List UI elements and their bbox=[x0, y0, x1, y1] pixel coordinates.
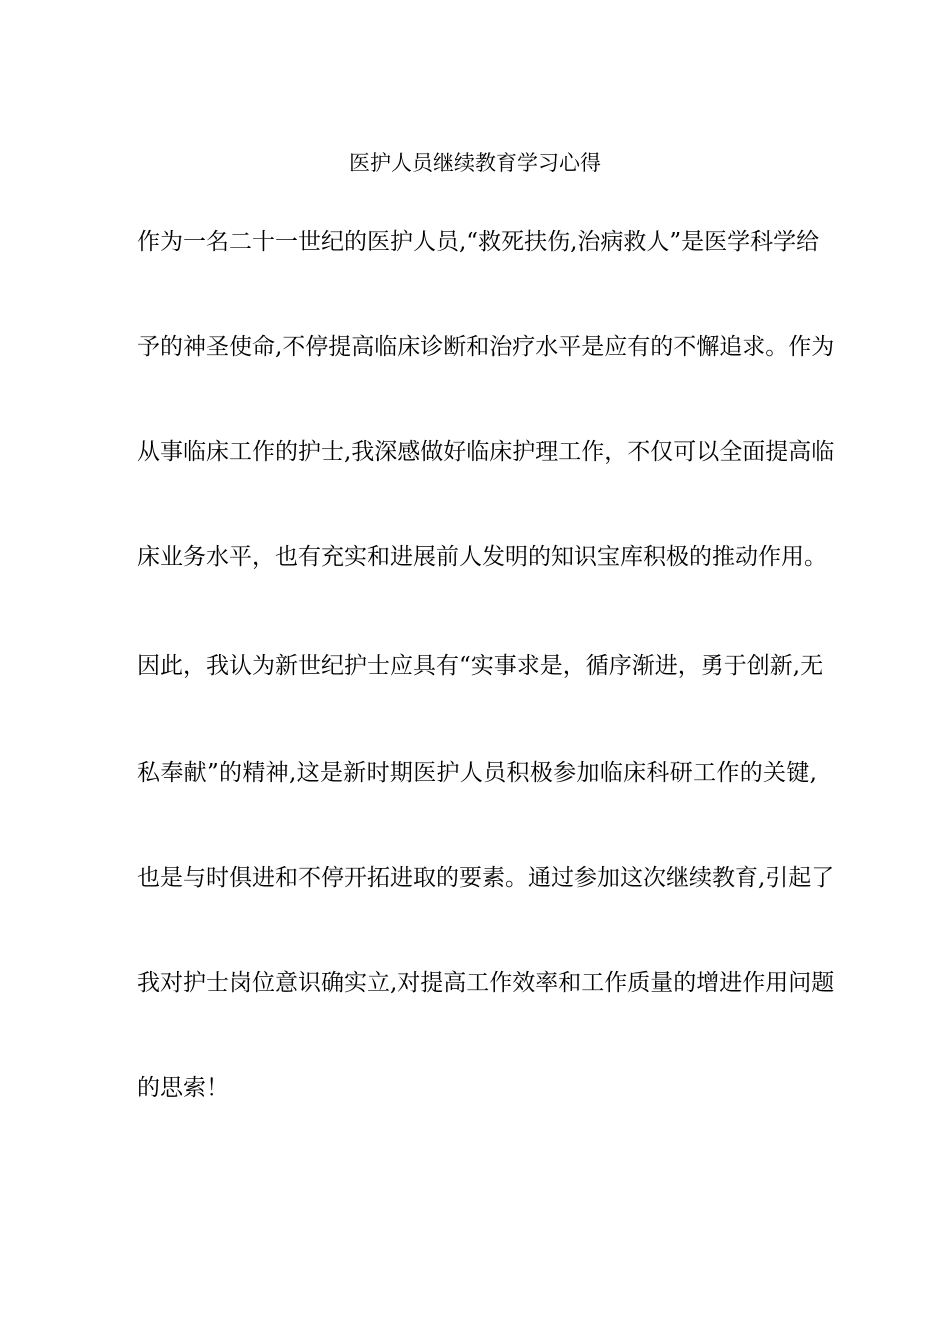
body-text-line: 予的神圣使命,不停提高临床诊断和治疗水平是应有的不懈追求。作为 bbox=[137, 334, 835, 360]
body-text-line: 床业务水平，也有充实和进展前人发明的知识宝库积极的推动作用。 bbox=[137, 544, 827, 570]
body-text-line: 作为一名二十一世纪的医护人员,“救死扶伤,治病救人”是医学科学给 bbox=[137, 229, 820, 255]
body-text-line: 从事临床工作的护士,我深感做好临床护理工作，不仅可以全面提高临 bbox=[137, 439, 835, 465]
body-text-line: 因此，我认为新世纪护士应具有“实事求是，循序渐进，勇于创新,无 bbox=[137, 653, 824, 679]
body-text-line: 私奉献”的精神,这是新时期医护人员积极参加临床科研工作的关键, bbox=[137, 760, 817, 786]
body-text-line: 我对护士岗位意识确实立,对提高工作效率和工作质量的增进作用问题 bbox=[137, 970, 835, 996]
body-text-line: 也是与时俱进和不停开拓进取的要素。通过参加这次继续教育,引起了 bbox=[137, 865, 835, 891]
document-title: 医护人员继续教育学习心得 bbox=[349, 151, 601, 175]
body-text-line: 的思索！ bbox=[137, 1075, 229, 1101]
